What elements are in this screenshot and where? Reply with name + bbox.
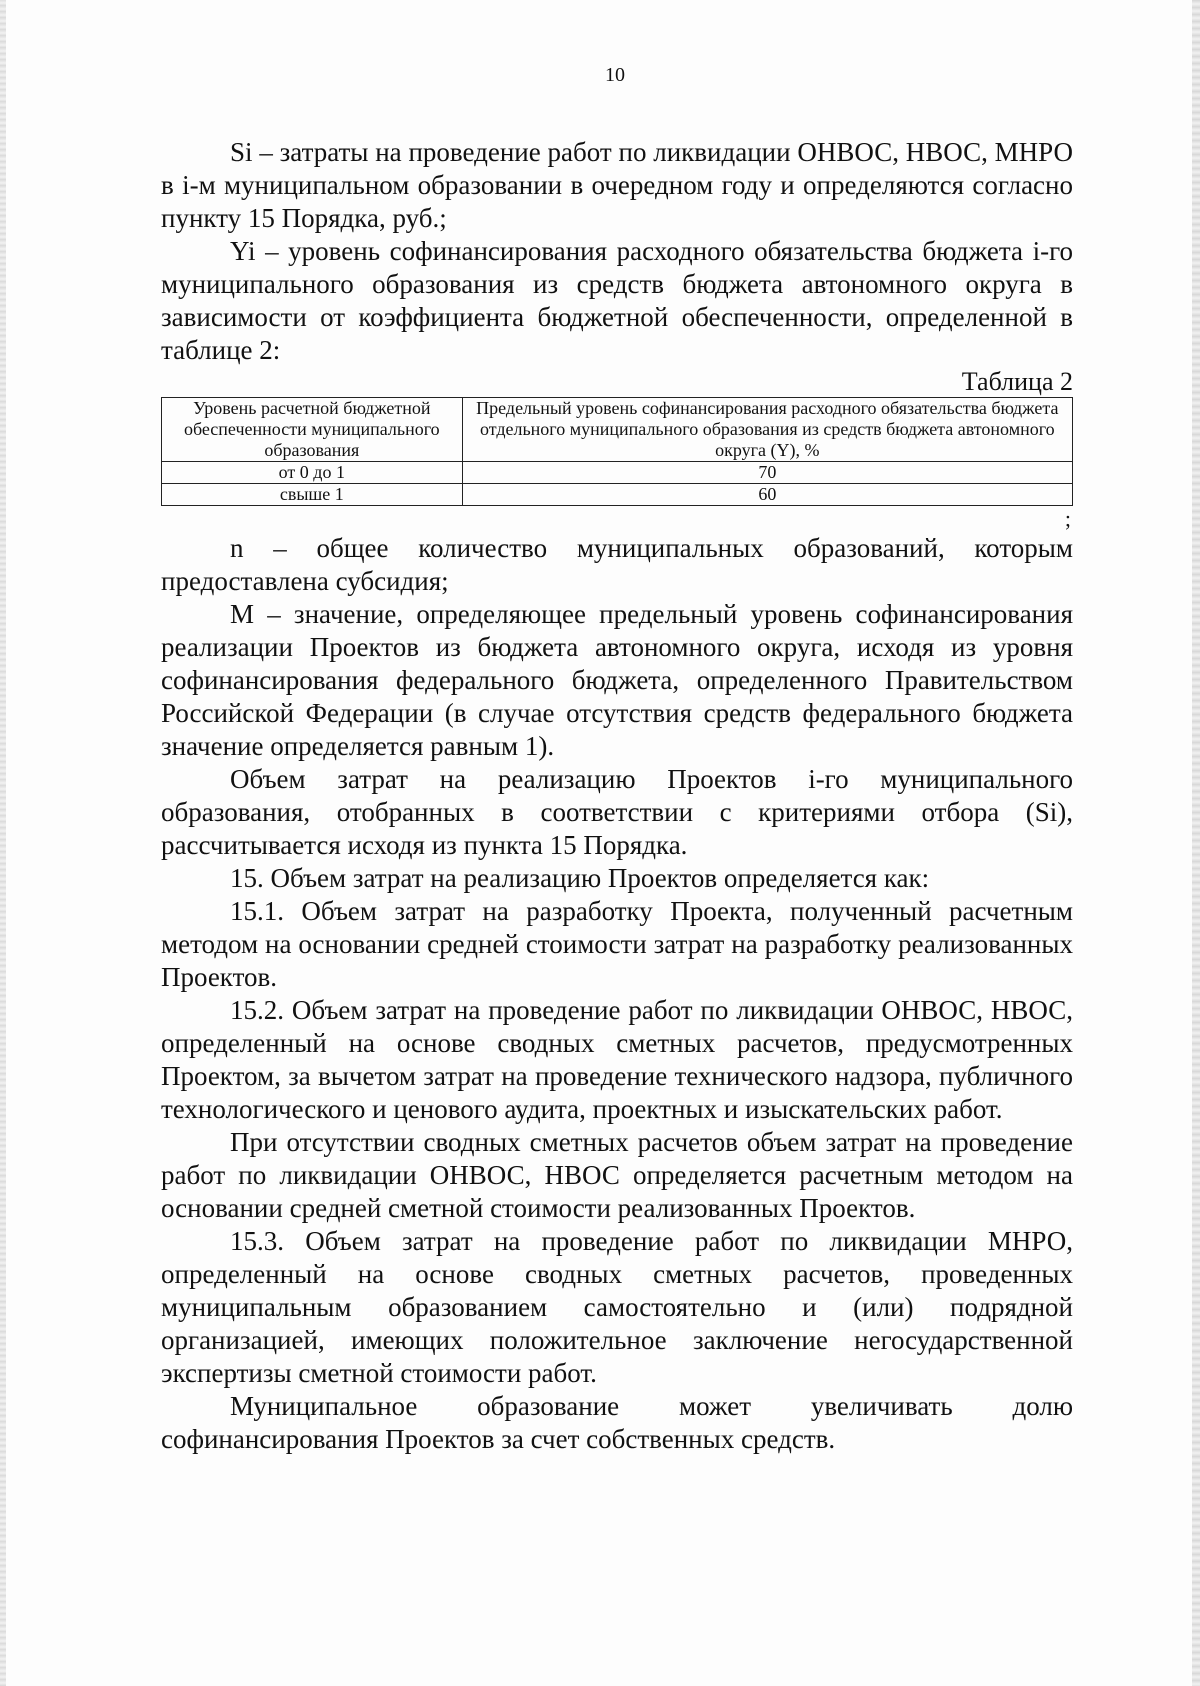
cofinancing-table <box>161 397 1073 506</box>
table-cell-percent: 70 <box>462 462 1072 484</box>
table-cell-percent: 60 <box>462 484 1072 506</box>
paragraph-item-15-1: 15.1. Объем затрат на разработку Проекта, полученный расчетным методом на основании средней стоимости затрат на разработку реализованных Проектов. <box>161 896 1073 992</box>
table-header-row <box>162 398 1073 462</box>
table-cell-level: от 0 до 1 <box>162 462 463 484</box>
paragraph-volume-si: Объем затрат на реализацию Проектов i-го муниципального образования, отобранных в соответствии с критериями отбора (Si), рассчитывается исходя из пункта 15 Порядка. <box>161 764 1073 860</box>
paragraph-item-15: 15. Объем затрат на реализацию Проектов определяется как: <box>230 863 930 893</box>
table-header-budget-level: Уровень расчетной бюджетной обеспеченности муниципального образования <box>162 398 463 462</box>
table-row <box>162 484 1073 506</box>
paragraph-absence-estimates: При отсутствии сводных сметных расчетов объем затрат на проведение работ по ликвидации ОНВОС, НВОС определяется расчетным методом на основании средней сметной стоимости реализованных Проектов. <box>161 1127 1073 1223</box>
paragraph-municipal-share: Муниципальное образование может увеличивать долю софинансирования Проектов за счет собственных средств. <box>161 1391 1073 1454</box>
scan-edge-right <box>1192 0 1200 1686</box>
table-caption: Таблица 2 <box>961 367 1073 396</box>
table-row <box>162 462 1073 484</box>
document-body <box>161 136 1073 1456</box>
page-number: 10 <box>605 64 625 86</box>
table-header-cofinancing-limit: Предельный уровень софинансирования расходного обязательства бюджета отдельного муниципального образования из средств бюджета автономного округа (Y), % <box>462 398 1072 462</box>
paragraph-item-15-2: 15.2. Объем затрат на проведение работ по ликвидации ОНВОС, НВОС, определенный на основе сводных сметных расчетов, предусмотренных Проектом, за вычетом затрат на проведение технического надзора, публичного технологического и ценового аудита, проектных и изыскательских работ. <box>161 995 1073 1124</box>
table-trailing-semicolon: ; <box>1064 506 1071 531</box>
scan-edge-left <box>0 0 6 1686</box>
paragraph-item-15-3: 15.3. Объем затрат на проведение работ по ликвидации МНРО, определенный на основе сводных сметных расчетов, проведенных муниципальным образованием самостоятельно и (или) подрядной организацией, имеющих положительное заключение негосударственной экспертизы сметной стоимости работ. <box>161 1226 1073 1388</box>
paragraph-n-definition: n – общее количество муниципальных образований, которым предоставлена субсидия; <box>161 533 1073 596</box>
paragraph-si-definition: Si – затраты на проведение работ по ликвидации ОНВОС, НВОС, МНРО в i-м муниципальном образовании в очередном году и определяются согласно пункту 15 Порядка, руб.; <box>161 137 1073 233</box>
table-cell-level: свыше 1 <box>162 484 463 506</box>
paragraph-m-definition: М – значение, определяющее предельный уровень софинансирования реализации Проектов из бюджета автономного округа, исходя из уровня софинансирования федерального бюджета, определенного Правительством Российской Федерации (в случае отсутствия средств федерального бюджета значение определяется равным 1). <box>161 599 1073 761</box>
paragraph-yi-definition: Yi – уровень софинансирования расходного обязательства бюджета i-го муниципального образования из средств бюджета автономного округа в зависимости от коэффициента бюджетной обеспеченности, определенной в таблице 2: <box>161 236 1073 365</box>
